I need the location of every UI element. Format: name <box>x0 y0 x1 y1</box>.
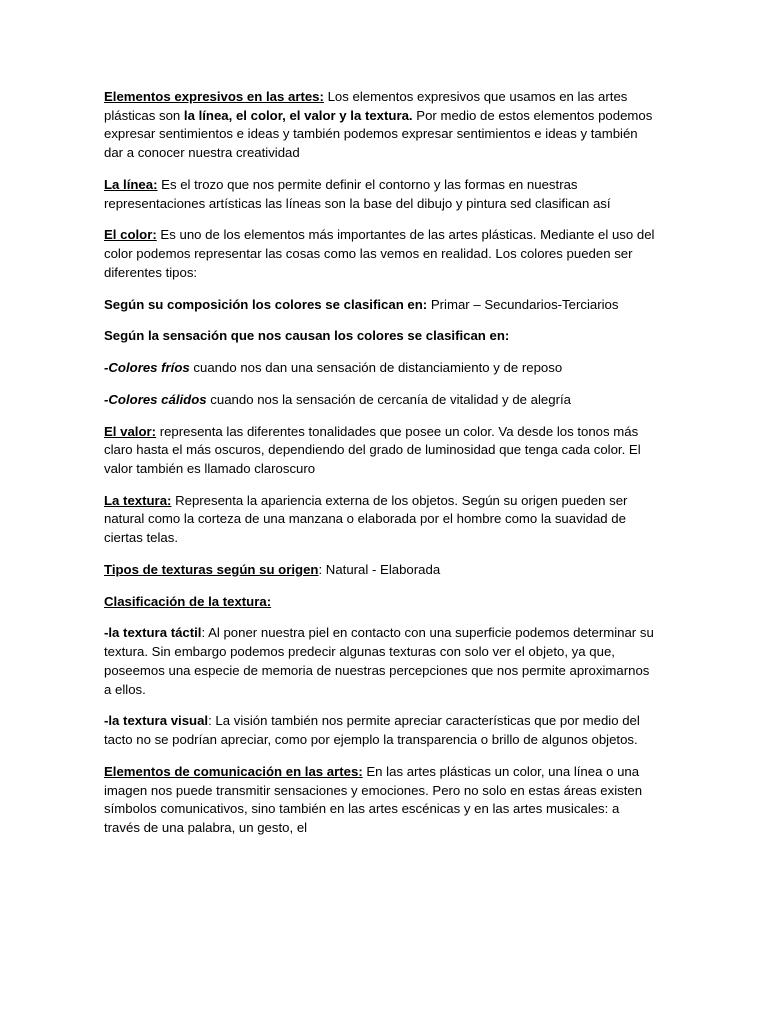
text-run: cuando nos la sensación de cercanía de vitalidad y de alegría <box>206 391 571 407</box>
text-run: El color: <box>104 227 157 243</box>
text-run: Es uno de los elementos más importantes de las artes plásticas. Mediante el uso del color podemos representar las cosas como las vemos en realidad. Los colores pueden ser diferentes tipos: <box>104 227 655 280</box>
text-run: La textura: <box>104 492 172 508</box>
text-run: Representa la apariencia externa de los objetos. Según su origen pueden ser natural como la corteza de una manzana o elaborada por el hombre como la suavidad de ciertas telas. <box>104 492 628 546</box>
text-run: Según la sensación que nos causan los colores se clasifican en: <box>104 328 510 344</box>
text-run: : Al poner nuestra piel en contacto con una superficie podemos determinar su textura. Sin embargo podemos predecir algunas texturas con solo ver el objeto, ya que, poseemos una especie de memoria de nuestras percepciones que nos permite aproximarnos a ellos. <box>104 625 654 697</box>
text-run: Por medio de estos elementos podemos expresar sentimientos e ideas y también podemos expresar sentimientos e ideas y también dar a conocer nuestra creatividad <box>104 107 653 161</box>
text-run: Elementos expresivos en las artes: <box>104 89 324 104</box>
text-run: representa las diferentes tonalidades que posee un color. Va desde los tonos más claro hasta el más oscuros, dependiendo del grado de luminosidad que tenga cada color. El valor también es llamado claroscuro <box>104 423 641 477</box>
paragraph-el-valor <box>104 423 656 479</box>
paragraph-el-color <box>104 226 656 282</box>
paragraph-tipos-texturas <box>104 561 656 580</box>
text-run: La línea: <box>104 176 158 192</box>
text-run: Elementos de comunicación en las artes: <box>104 763 363 779</box>
paragraph-textura-visual <box>104 712 656 749</box>
document-body <box>104 88 656 838</box>
text-run: la línea, el color, el valor y la textura. <box>183 107 413 123</box>
text-run: : Natural - Elaborada <box>318 561 441 577</box>
paragraph-textura-tactil <box>104 624 656 699</box>
text-run: Primar – Secundarios-Terciarios <box>427 296 619 312</box>
text-run: En las artes plásticas un color, una línea o una imagen nos puede transmitir sensaciones y emociones. Pero no solo en estas áreas existen símbolos comunicativos, sino también en las artes escénicas y en las artes musicales: a través de una palabra, un gesto, el <box>104 763 643 836</box>
text-run: -la textura visual <box>104 713 209 729</box>
paragraph-la-linea <box>104 176 656 213</box>
text-run: Los elementos expresivos que usamos en las artes plásticas son <box>104 89 628 123</box>
paragraph-colores-frios <box>104 359 656 378</box>
paragraph-colores-calidos <box>104 391 656 410</box>
paragraph-elementos-comunicacion <box>104 763 656 838</box>
text-run: -la textura táctil <box>104 625 202 641</box>
text-run: cuando nos dan una sensación de distanciamiento y de reposo <box>189 360 563 376</box>
text-run: Tipos de texturas según su origen <box>104 561 319 577</box>
text-run: Según su composición los colores se clasifican en: <box>104 296 428 312</box>
text-run: : La visión también nos permite apreciar características que por medio del tacto no se podrían apreciar, como por ejemplo la transparencia o brillo de algunos objetos. <box>104 713 640 748</box>
paragraph-segun-sensacion <box>104 327 656 346</box>
text-run: -Colores cálidos <box>104 391 207 407</box>
text-run: Clasificación de la textura: <box>104 593 272 609</box>
paragraph-elementos-expresivos <box>104 88 656 163</box>
paragraph-clasificacion-textura <box>104 593 656 612</box>
paragraph-segun-composicion <box>104 296 656 315</box>
paragraph-la-textura <box>104 492 656 548</box>
text-run: El valor: <box>104 423 157 439</box>
text-run: -Colores fríos <box>104 360 190 376</box>
text-run: Es el trozo que nos permite definir el contorno y las formas en nuestras representaciones artísticas las líneas son la base del dibujo y pintura sed clasifican así <box>104 176 611 211</box>
